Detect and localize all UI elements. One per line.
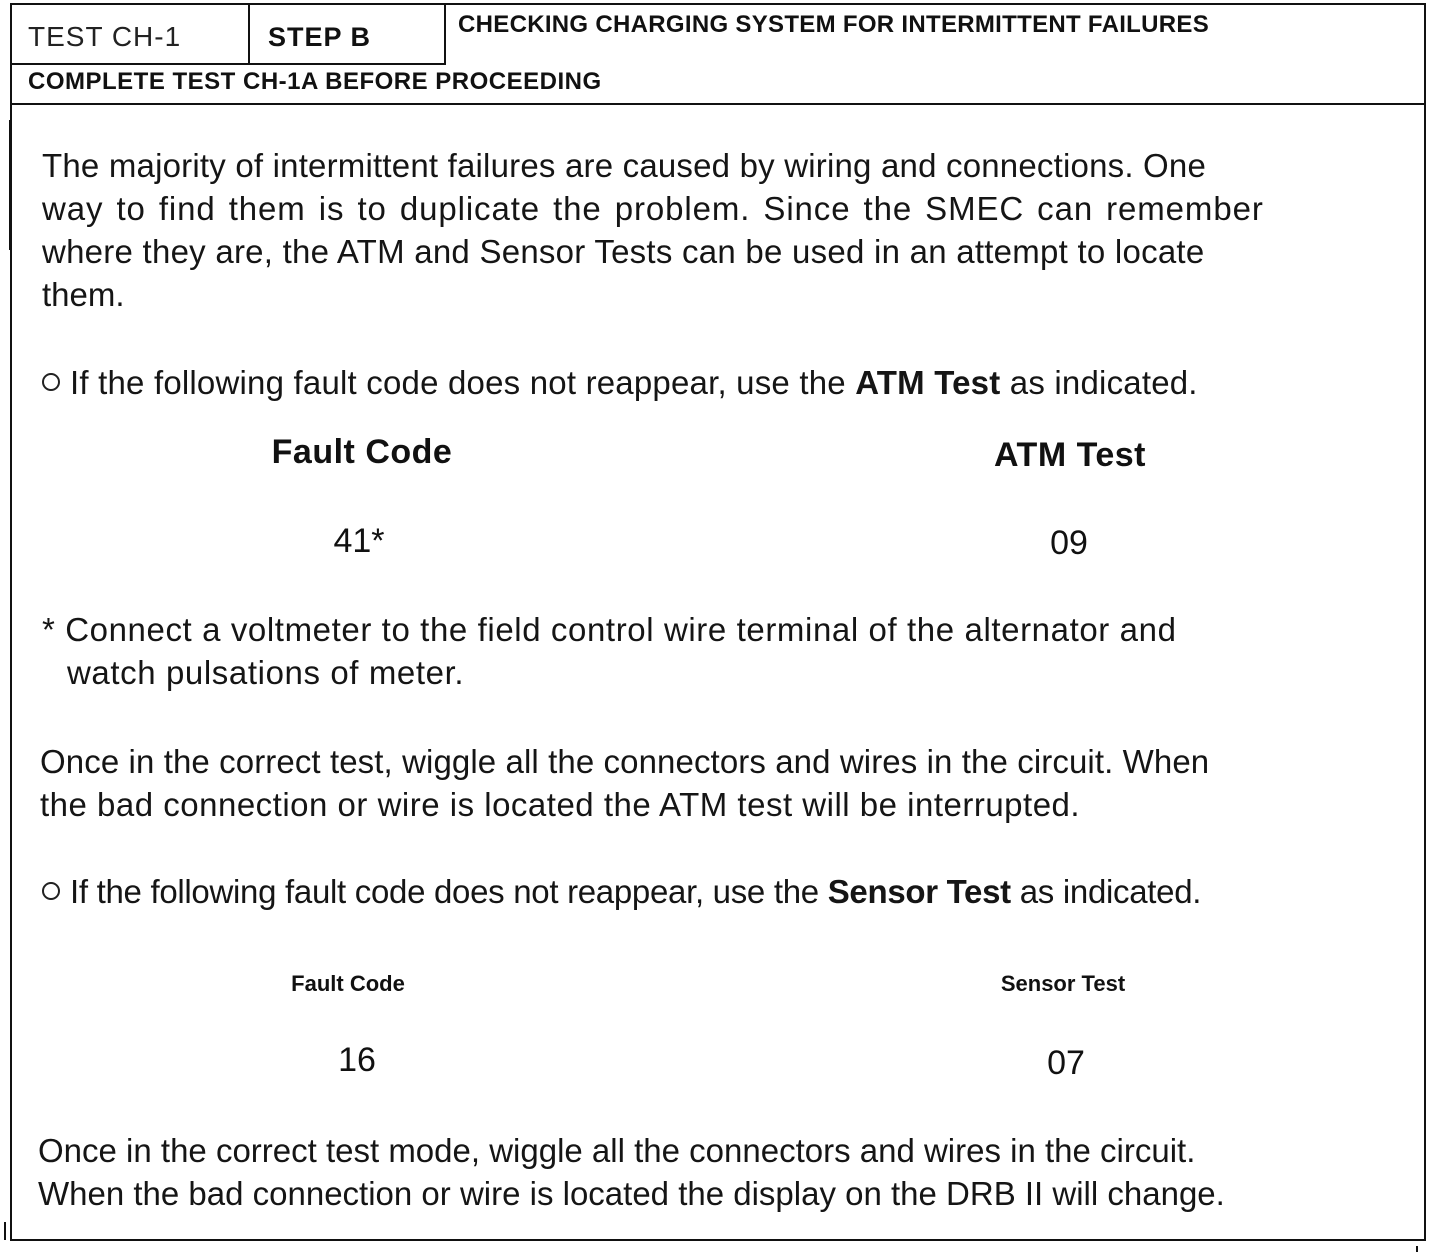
atm-col-fault-code-header: Fault Code — [271, 433, 453, 471]
step-cell — [250, 5, 446, 65]
atm-bullet-suffix: as indicated. — [1009, 364, 1198, 401]
procedure-page — [10, 3, 1426, 1241]
atm-col-test-header: ATM Test — [994, 436, 1146, 474]
sensor-fault-code-value: 16 — [338, 1041, 376, 1079]
intro-line-4: them. — [42, 276, 125, 313]
test-id: TEST CH-1 — [28, 21, 182, 52]
procedure-title: CHECKING CHARGING SYSTEM FOR INTERMITTENT FAILURES — [458, 11, 1210, 38]
sensor-instruction-line-1: Once in the correct test mode, wiggle all the connectors and wires in the circuit. — [38, 1132, 1196, 1169]
sensor-col-test-header: Sensor Test — [1000, 971, 1126, 996]
intro-line-2: way to find them is to duplicate the problem. Since the SMEC can remember — [42, 190, 1264, 227]
test-id-cell — [12, 5, 250, 65]
intro-line-1: The majority of intermittent failures are caused by wiring and connections. One — [42, 147, 1207, 184]
circle-bullet-icon — [42, 373, 60, 391]
prerequisite-row — [12, 65, 1424, 105]
atm-instruction-line-2: the bad connection or wire is located the ATM test will be interrupted. — [40, 786, 1081, 823]
sensor-bullet-suffix: as indicated. — [1019, 873, 1202, 910]
atm-footnote-line-1: * Connect a voltmeter to the field control wire terminal of the alternator and — [42, 611, 1177, 648]
atm-instruction-line-1: Once in the correct test, wiggle all the connectors and wires in the circuit. When — [40, 743, 1210, 780]
scan-edge-mark — [9, 120, 11, 250]
atm-bullet-bold: ATM Test — [855, 364, 1001, 401]
step-label: STEP B — [268, 22, 372, 52]
sensor-instruction-line-2: When the bad connection or wire is located the display on the DRB II will change. — [38, 1175, 1225, 1212]
sensor-test-value: 07 — [1047, 1044, 1085, 1082]
scan-edge-mark — [4, 1222, 6, 1240]
intro-line-3: where they are, the ATM and Sensor Tests can be used in an attempt to locate — [42, 233, 1205, 270]
atm-bullet-prefix: If the following fault code does not reappear, use the — [70, 364, 846, 401]
sensor-bullet-prefix: If the following fault code does not reappear, use the — [70, 873, 819, 910]
atm-test-value: 09 — [1050, 524, 1088, 562]
sensor-col-fault-code-header: Fault Code — [291, 971, 405, 996]
scan-edge-mark — [1416, 1246, 1418, 1252]
atm-fault-code-value: 41* — [333, 522, 385, 560]
prerequisite-text: COMPLETE TEST CH-1A BEFORE PROCEEDING — [28, 68, 602, 95]
title-cell — [446, 5, 1426, 65]
sensor-bullet — [42, 870, 1201, 913]
atm-bullet — [42, 361, 1198, 404]
sensor-bullet-bold: Sensor Test — [827, 873, 1011, 910]
circle-bullet-icon — [42, 882, 60, 900]
atm-footnote-line-2: watch pulsations of meter. — [67, 654, 465, 691]
header-row — [12, 5, 1424, 65]
